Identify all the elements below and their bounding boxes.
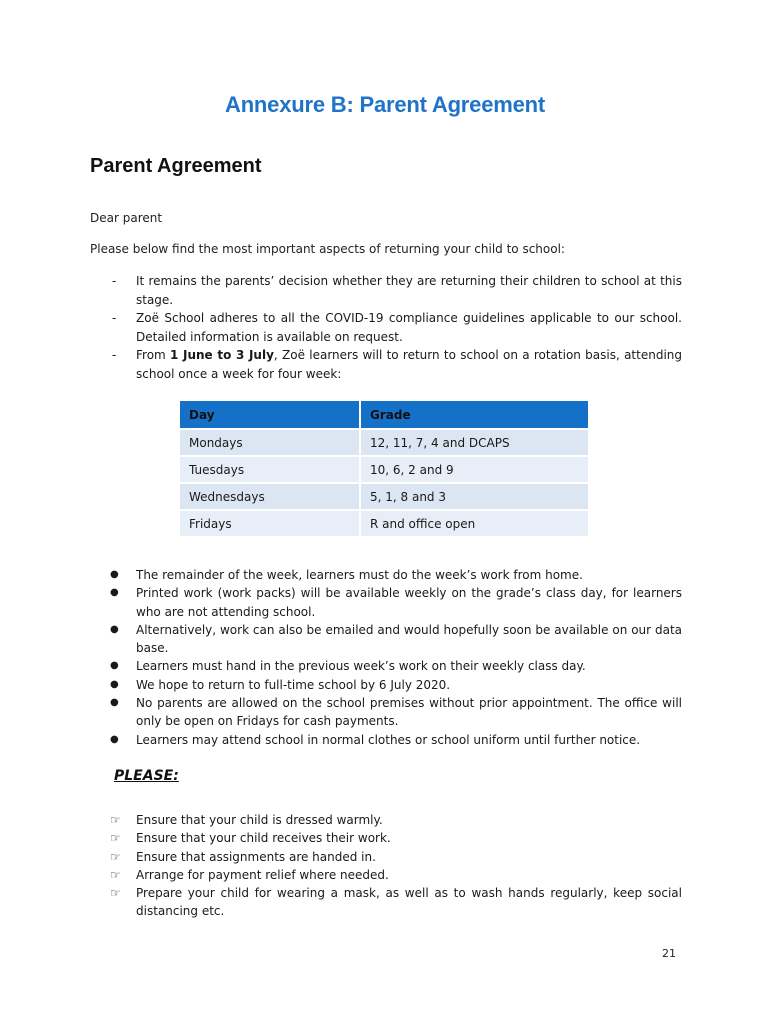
bullet-icon: ●: [110, 733, 119, 745]
list-item-text: [136, 348, 682, 381]
pointing-hand-icon: ☞: [110, 886, 121, 901]
list-item-text: Ensure that your child is dressed warmly.: [136, 813, 383, 827]
list-item: [90, 621, 682, 658]
pointing-hand-icon: ☞: [110, 813, 121, 827]
pointing-hand-icon: ☞: [110, 849, 121, 864]
dash-marker: -: [112, 311, 117, 325]
schedule-table: [180, 401, 590, 536]
table-row: [180, 456, 589, 483]
list-item: [90, 731, 682, 749]
list-item-text: Ensure that assignments are handed in.: [136, 849, 376, 864]
intro-text: Please below find the most important aspects of returning your child to school:: [90, 242, 565, 256]
table-cell-grade: 5, 1, 8 and 3: [360, 483, 589, 510]
list-item-text: Learners must hand in the previous week’s work on their weekly class day.: [136, 659, 586, 674]
list-item: [90, 866, 682, 884]
date-range: 1 June to 3 July: [170, 348, 274, 362]
list-item-text: No parents are allowed on the school premises without prior appointment. The office will only be open on Fridays for cash payments.: [136, 696, 682, 729]
please-heading: PLEASE:: [114, 768, 179, 784]
list-item-text: We hope to return to full-time school by 6 July 2020.: [136, 677, 451, 692]
section-title: Parent Agreement: [90, 155, 262, 177]
list-item: [90, 829, 682, 847]
bullet-icon: ●: [110, 697, 119, 709]
table-cell-day: Tuesdays: [180, 456, 360, 483]
table-cell-day: Fridays: [180, 510, 360, 536]
list-item: [90, 811, 682, 829]
greeting: Dear parent: [90, 211, 163, 225]
date-prefix: From: [136, 348, 171, 362]
table-cell-day: Wednesdays: [180, 483, 360, 510]
dash-list: [90, 272, 682, 383]
table-row: [180, 429, 589, 456]
list-item: [90, 346, 682, 383]
list-item-text: Prepare your child for wearing a mask, as well as to wash hands regularly, keep social distancing etc.: [136, 886, 682, 919]
annex-title: Annexure B: Parent Agreement: [225, 92, 545, 117]
list-item-text: Printed work (work packs) will be available weekly on the grade’s class day, for learners who are not attending school.: [136, 586, 682, 619]
list-item: [90, 584, 682, 621]
bullet-icon: ●: [110, 623, 119, 635]
list-item: [90, 657, 682, 675]
list-item: [90, 848, 682, 866]
list-item-text: Alternatively, work can also be emailed and would hopefully soon be available on our data base.: [136, 622, 682, 656]
list-item-text: Arrange for payment relief where needed.: [136, 867, 389, 882]
list-item-text: It remains the parents’ decision whether they are returning their children to school at this stage.: [136, 274, 682, 307]
date-suffix: , Zoë learners will to return to school on a rotation basis, attending school once a week for four week:: [136, 348, 683, 381]
bullet-icon: ●: [110, 660, 119, 672]
page-number: 21: [662, 947, 676, 960]
pointing-hand-icon: ☞: [110, 831, 121, 846]
list-item: [90, 272, 682, 309]
list-item: [90, 694, 682, 731]
list-item-text: The remainder of the week, learners must do the week’s work from home.: [136, 568, 583, 582]
table-header-row: [180, 401, 589, 429]
bullet-icon: ●: [110, 569, 119, 580]
list-item-text: Zoë School adheres to all the COVID-19 compliance guidelines applicable to our school. Detailed information is available on request.: [136, 311, 682, 344]
table-cell-day: Mondays: [180, 429, 360, 456]
dash-marker: -: [112, 274, 117, 288]
dash-marker: -: [112, 348, 117, 362]
bullet-icon: ●: [110, 587, 119, 599]
table-cell-grade: 12, 11, 7, 4 and DCAPS: [360, 429, 589, 456]
list-item-text: Learners may attend school in normal clothes or school uniform until further notice.: [136, 732, 641, 747]
column-header-day: Day: [180, 401, 360, 429]
table-cell-grade: R and office open: [360, 510, 589, 536]
pointing-hand-icon: ☞: [110, 867, 121, 882]
bullet-icon: ●: [110, 678, 119, 690]
table-cell-grade: 10, 6, 2 and 9: [360, 456, 589, 483]
bullet-list: [90, 566, 682, 749]
table-row: [180, 510, 589, 536]
list-item: [90, 309, 682, 346]
column-header-grade: Grade: [360, 401, 589, 429]
table-row: [180, 483, 589, 510]
please-list: [90, 811, 682, 921]
list-item-text: Ensure that your child receives their work.: [136, 831, 391, 846]
list-item: [90, 884, 682, 921]
list-item: [90, 566, 682, 584]
list-item: [90, 676, 682, 694]
